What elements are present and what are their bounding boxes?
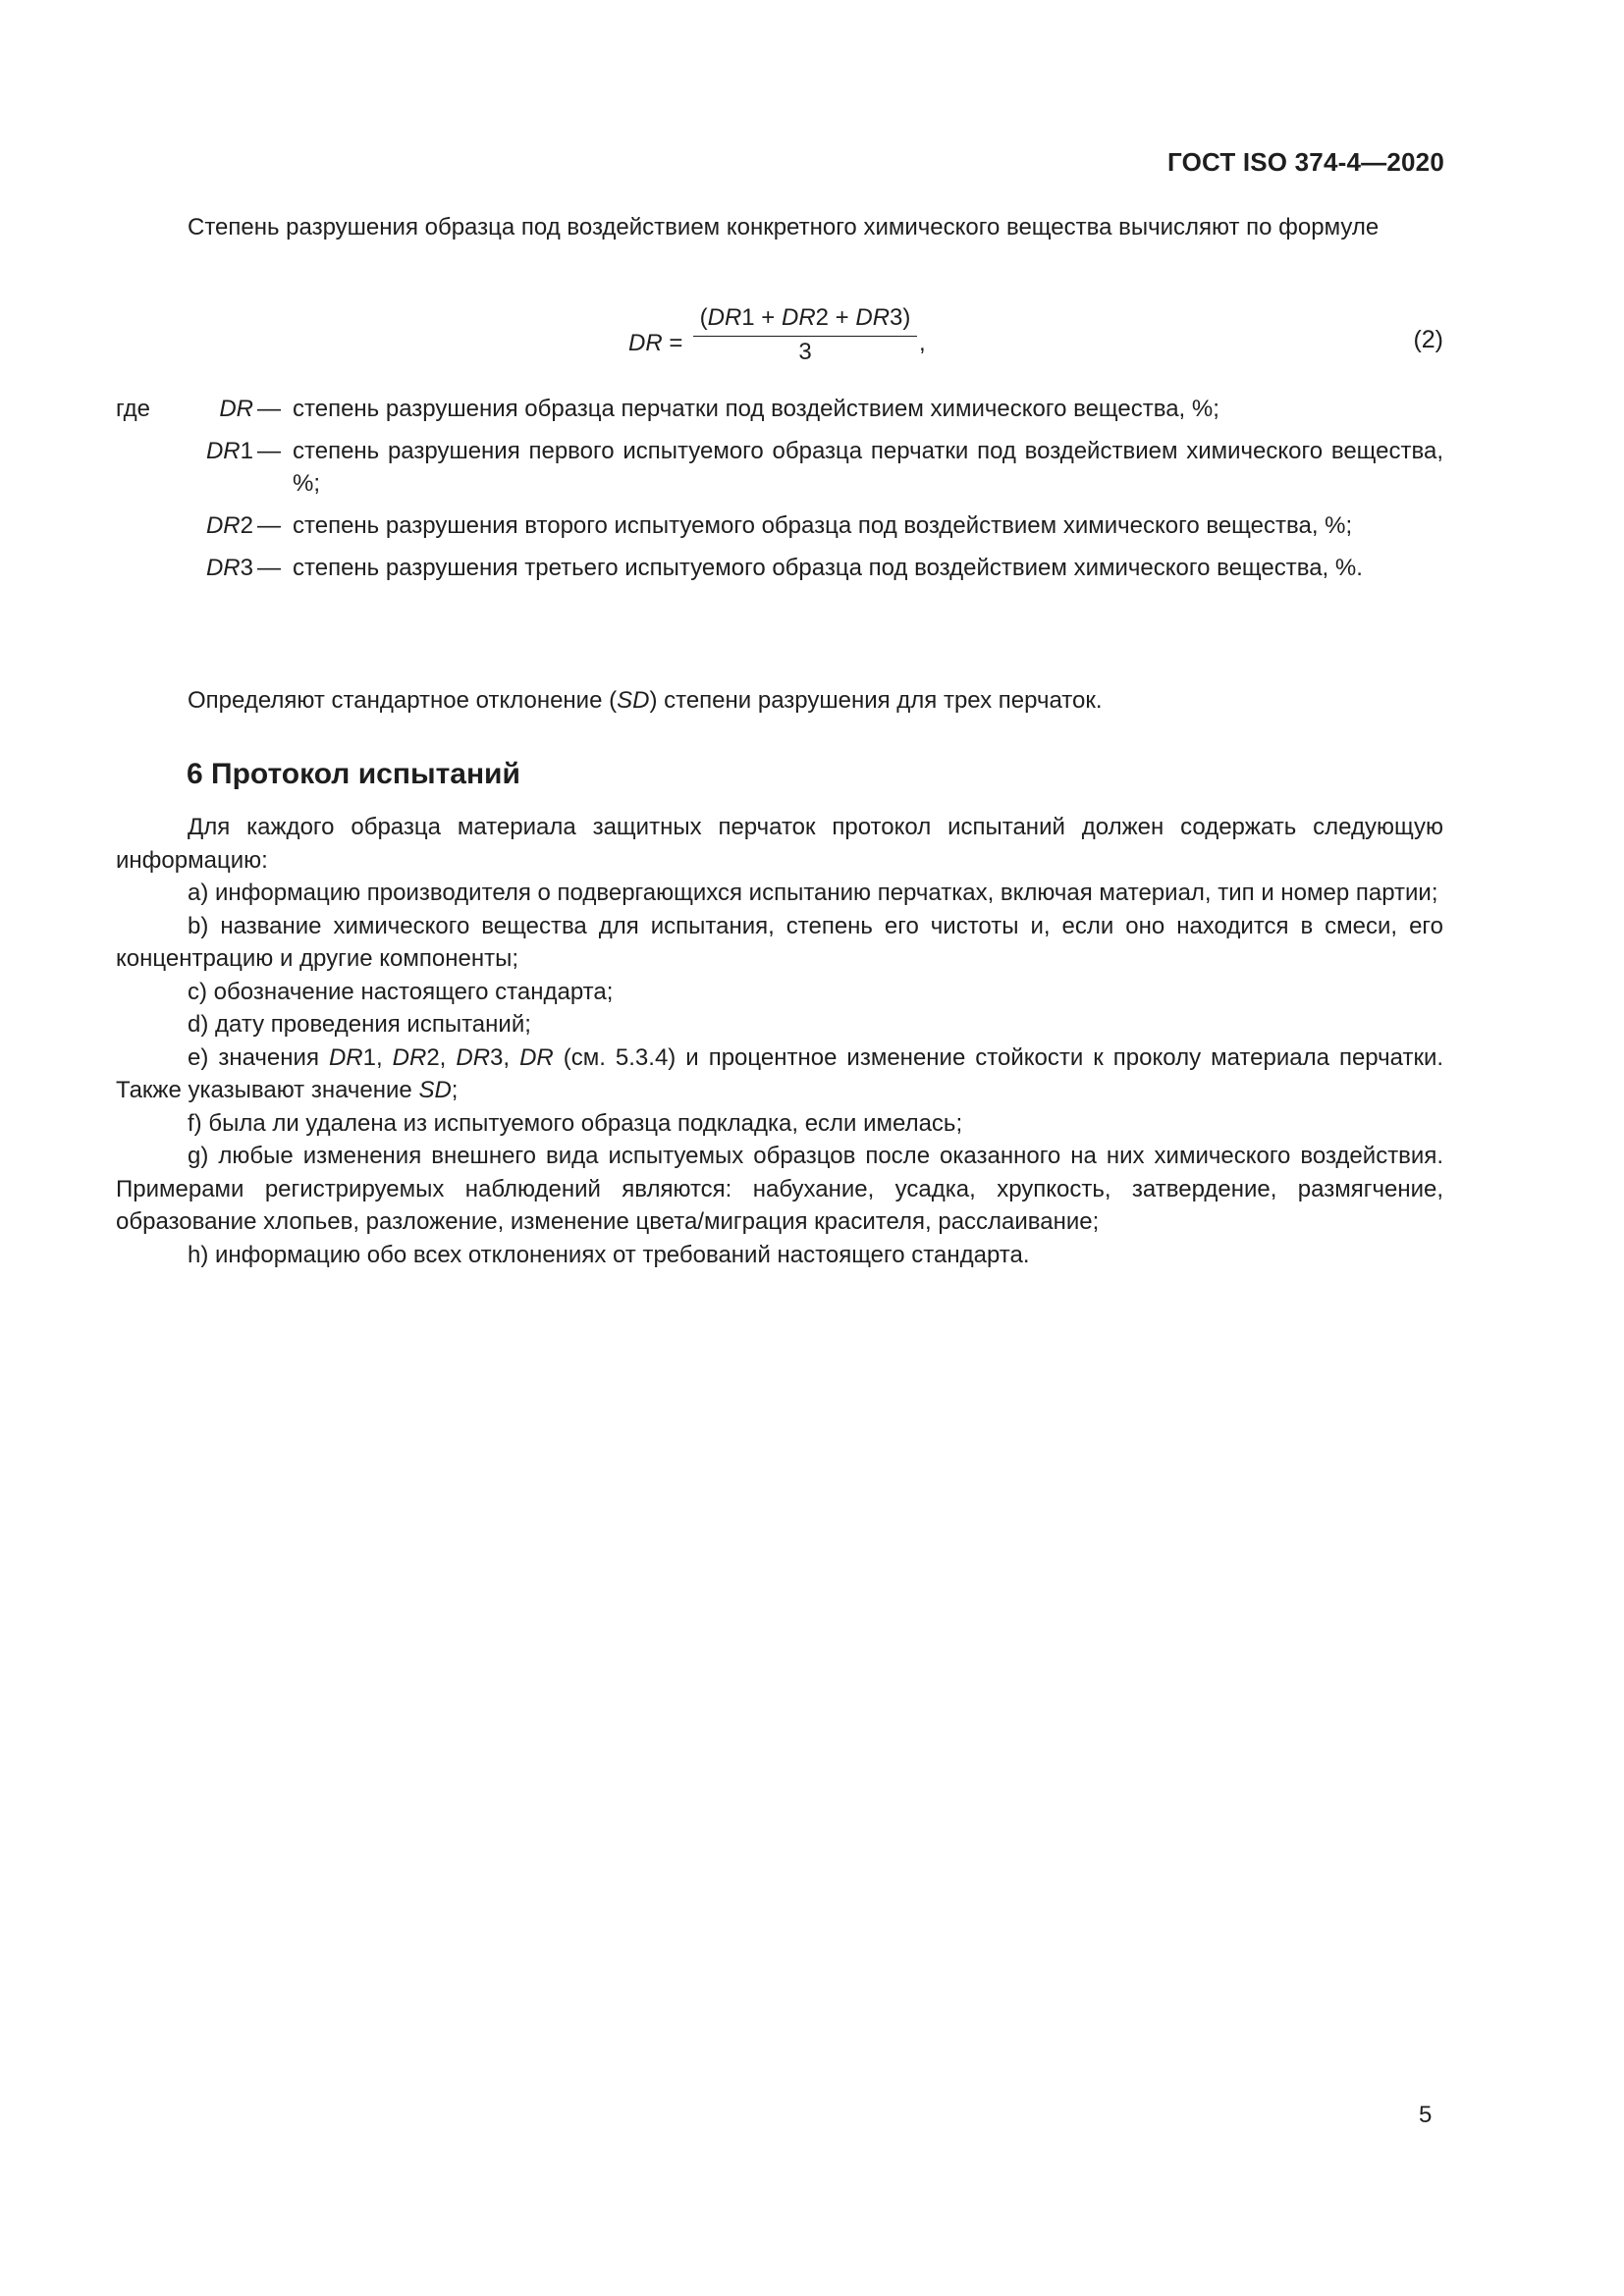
formula-fraction bbox=[693, 304, 917, 366]
where-dash: — bbox=[257, 396, 281, 422]
document-code-header: ГОСТ ISO 374-4—2020 bbox=[1166, 147, 1444, 177]
where-definition: степень разрушения второго испытуемого образца под воздействием химического вещества, %; bbox=[293, 512, 1353, 539]
where-definition: степень разрушения третьего испытуемого образца под воздействием химического вещества, %. bbox=[293, 555, 1363, 581]
where-symbol: DR3 bbox=[205, 555, 253, 581]
formula-denominator: 3 bbox=[798, 339, 812, 365]
formula-numerator: (DR1 + DR2 + DR3) bbox=[693, 304, 917, 337]
where-item bbox=[116, 435, 1443, 500]
where-item bbox=[116, 393, 1443, 425]
sd-symbol: SD bbox=[617, 687, 650, 714]
where-dash: — bbox=[257, 438, 281, 464]
formula-comma: , bbox=[919, 330, 926, 356]
list-item-d: d) дату проведения испытаний; bbox=[188, 1011, 531, 1038]
equation-number: (2) bbox=[1413, 326, 1443, 353]
where-item bbox=[116, 552, 1443, 584]
where-symbol: DR1 bbox=[205, 438, 253, 464]
formula-2 bbox=[0, 304, 1624, 383]
list-item-f: f) была ли удалена из испытуемого образца подкладка, если имелась; bbox=[188, 1109, 963, 1137]
list-item-c: c) обозначение настоящего стандарта; bbox=[188, 978, 614, 1005]
list-item-a: a) информацию производителя о подвергающихся испытанию перчатках, включая материал, тип и номер партии; bbox=[188, 880, 1438, 906]
where-dash: — bbox=[257, 555, 281, 581]
where-definition: степень разрушения образца перчатки под воздействием химического вещества, %; bbox=[293, 396, 1219, 422]
sd-paragraph: Определяют стандартное отклонение (SD) степени разрушения для трех перчаток. bbox=[188, 687, 1103, 714]
where-definition: степень разрушения первого испытуемого образца перчатки под воздействием химического вещества, %; bbox=[293, 438, 1443, 497]
where-symbol: DR bbox=[219, 396, 253, 422]
where-item bbox=[116, 509, 1443, 542]
section-lead: Для каждого образца материала защитных перчаток протокол испытаний должен содержать следующую информацию: bbox=[116, 814, 1443, 874]
where-dash: — bbox=[257, 512, 281, 539]
list-item-h: h) информацию обо всех отклонениях от требований настоящего стандарта. bbox=[188, 1241, 1030, 1268]
report-requirements bbox=[116, 811, 1443, 1271]
list-item-b: b) название химического вещества для испытания, степень его чистоты и, если оно находится в смеси, его концентрацию и другие компоненты; bbox=[116, 912, 1443, 972]
list-item-g: g) любые изменения внешнего вида испытуемых образцов после оказанного на них химического воздействия. Примерами регистрируемых наблюдений являются: набухание, усадка, хрупкость, затвердение, размягчение, образование хлопьев, разложение, изменение цвета/миграция красителя, расслаивание; bbox=[116, 1143, 1443, 1235]
intro-paragraph: Степень разрушения образца под воздействием конкретного химического вещества вычисляют по формуле bbox=[188, 214, 1380, 240]
section-6-heading: 6 Протокол испытаний bbox=[187, 758, 520, 790]
where-symbol: DR2 bbox=[205, 512, 253, 539]
where-prefix: где bbox=[116, 396, 151, 422]
list-item-e: e) значения DR1, DR2, DR3, DR (см. 5.3.4) и процентное изменение стойкости к проколу материала перчатки. Также указывают значение SD; bbox=[116, 1043, 1444, 1103]
formula-lhs: DR = bbox=[628, 330, 683, 356]
page-number: 5 bbox=[1419, 2102, 1433, 2128]
where-block bbox=[116, 393, 1443, 594]
